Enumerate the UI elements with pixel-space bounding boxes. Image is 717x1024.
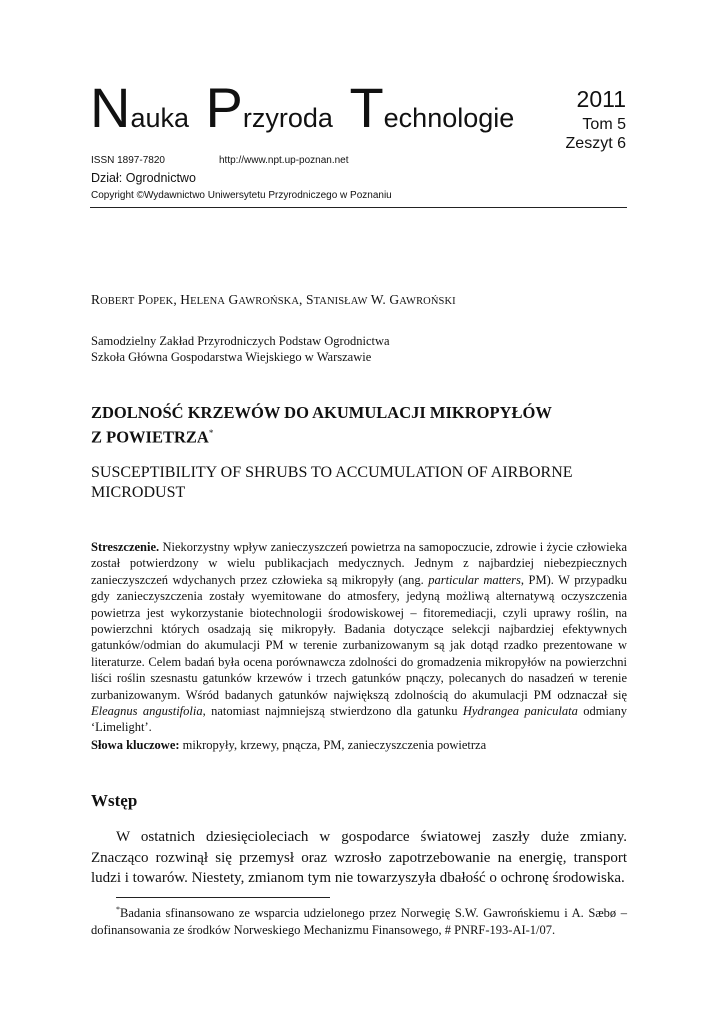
affiliation-line-1: Samodzielny Zakład Przyrodniczych Podstaw Ogrodnictwa [91, 334, 390, 348]
keywords-text: mikropyły, krzewy, pnącza, PM, zanieczyszczenia powietrza [179, 738, 487, 752]
footnote [91, 902, 627, 938]
footnote-divider [116, 897, 330, 898]
abstract-label: Streszczenie. [91, 540, 160, 554]
journal-title-initial-p: P [205, 76, 243, 139]
title-footnote-mark: * [208, 428, 214, 438]
abstract: Streszczenie. Niekorzystny wpływ zanieczyszczeń powietrza na samopoczucie, zdrowie i życie człowieka został potwierdzony w wielu publikacjach medycznych. Jednym z najbardziej niebezpiecznych zanieczyszczeń wdychanych przez człowieka są mikropyły (ang. particular matters, PM). W przypadku gdy zanieczyszczenia zostały wyemitowane do atmosfery, jedyną możliwą alternatywą oczyszczenia powietrza jest wykorzystanie biotechnologii środowiskowej – fitoremediacji, czyli uprawy roślin, na powierzchni których osadzają się mikropyły. Badania dotyczące selekcji najbardziej efektywnych gatunków/odmian do akumulacji PM w terenie zurbanizowanym są jak dotąd rzadko prezentowane w literaturze. Celem badań była ocena porównawcza zdolności do gromadzenia mikropyłów na powierzchni liści roślin szesnastu gatunków krzewów i trzech gatunków pnączy, polecanych do nasadzeń w terenie zurbanizowanym. Wśród badanych gatunków największą zdolnością do akumulacji PM odznaczał się Eleagnus angustifolia, natomiast najmniejszą stwierdzono dla gatunku Hydrangea paniculata odmiany ‘Limelight’. [91, 540, 627, 735]
journal-copyright: Copyright ©Wydawnictwo Uniwersytetu Przyrodniczego w Poznaniu [91, 190, 392, 201]
title-polish [91, 403, 631, 448]
journal-issue: Zeszyt 6 [565, 135, 626, 152]
journal-volume: Tom 5 [582, 116, 626, 133]
title-polish-line-1: ZDOLNOŚĆ KRZEWÓW DO AKUMULACJI MIKROPYŁÓW [91, 403, 552, 422]
title-english [91, 463, 631, 503]
journal-title-rest-2: rzyroda [242, 103, 333, 133]
journal-issn: ISSN 1897-7820 [91, 155, 165, 166]
journal-title-initial-t: T [349, 76, 384, 139]
journal-year: 2011 [576, 86, 626, 112]
affiliation-line-2: Szkoła Główna Gospodarstwa Wiejskiego w Warszawie [91, 350, 372, 364]
title-polish-line-2: Z POWIETRZA [91, 427, 209, 447]
footnote-mark: * [116, 905, 120, 914]
journal-title-rest-3: echnologie [383, 103, 515, 133]
author-3: STANISŁAW W. GAWROŃSKI [306, 292, 456, 307]
keywords [91, 738, 627, 753]
header-divider [90, 207, 627, 208]
section-heading-intro: Wstęp [91, 791, 138, 810]
journal-title-initial-n: N [90, 76, 131, 139]
title-english-line-2: MICRODUST [91, 484, 186, 501]
journal-url[interactable]: http://www.npt.up-poznan.net [219, 155, 349, 166]
journal-title-rest-1: auka [130, 103, 190, 133]
author-2: HELENA GAWROŃSKA [180, 292, 300, 307]
keywords-label: Słowa kluczowe: [91, 738, 180, 752]
footnote-text: Badania sfinansowano ze wsparcia udzielonego przez Norwegię S.W. Gawrońskiemu i A. Sæbø – dofinansowania ze środków Norweskiego Mechanizmu Finansowego, # PNRF-193-AI-1/07. [91, 906, 627, 937]
author-1: ROBERT POPEK [91, 292, 174, 307]
author-list: ROBERT POPEK, HELENA GAWROŃSKA, STANISŁAW W. GAWROŃSKI [91, 292, 456, 307]
journal-title [90, 78, 514, 148]
journal-section: Dział: Ogrodnictwo [91, 171, 196, 185]
intro-paragraph: W ostatnich dziesięcioleciach w gospodarce światowej zaszły duże zmiany. Znacząco rozwinął się przemysł oraz wzrosło zapotrzebowanie na energię, transport ludzi i towarów. Niestety, zmianom tym nie towarzyszyła dbałość o ochronę środowiska. [91, 829, 627, 886]
title-english-line-1: SUSCEPTIBILITY OF SHRUBS TO ACCUMULATION OF AIRBORNE [91, 464, 573, 481]
